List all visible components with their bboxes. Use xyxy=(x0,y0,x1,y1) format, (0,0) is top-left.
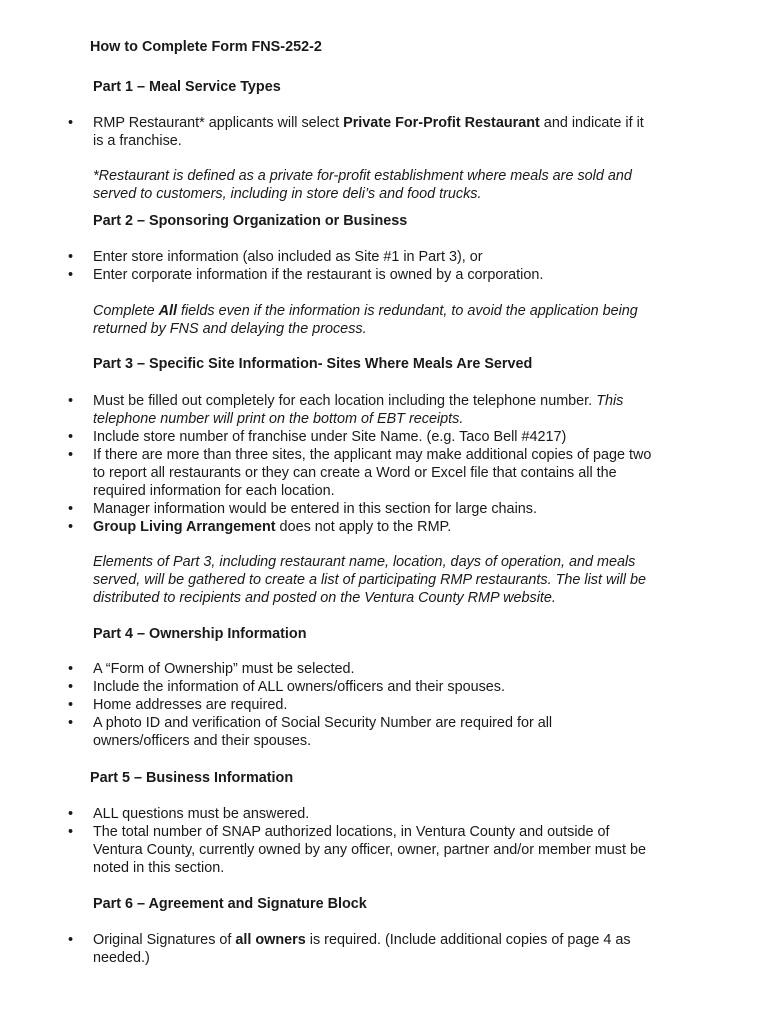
part5-heading: Part 5 – Business Information xyxy=(90,770,294,786)
part4-bullet-3: Home addresses are required. xyxy=(93,697,288,713)
part4-bullet-2: Include the information of ALL owners/officers and their spouses. xyxy=(93,679,505,695)
part3-note-line-2: served, will be gathered to create a list of participating RMP restaurants. The list will be xyxy=(93,572,646,588)
bullet-marker: • xyxy=(68,249,74,265)
part3-heading: Part 3 – Specific Site Information- Sites Where Meals Are Served xyxy=(93,356,533,372)
part3-bullet-2: Include store number of franchise under Site Name. (e.g. Taco Bell #4217) xyxy=(93,429,567,445)
bullet-marker: • xyxy=(68,519,74,535)
part1-bullet-1: RMP Restaurant* applicants will select Private For-Profit Restaurant and indicate if it xyxy=(93,115,644,131)
part6-bullet-1: Original Signatures of all owners is required. (Include additional copies of page 4 as xyxy=(93,932,631,948)
document-title: How to Complete Form FNS-252-2 xyxy=(90,39,322,55)
part3-bullet-4: Manager information would be entered in this section for large chains. xyxy=(93,501,537,517)
bullet-marker: • xyxy=(68,501,74,517)
part5-bullet-2-line-3: noted in this section. xyxy=(93,860,225,876)
part4-heading: Part 4 – Ownership Information xyxy=(93,626,307,642)
part2-bullet-2: Enter corporate information if the restaurant is owned by a corporation. xyxy=(93,267,544,283)
part3-bullet-1-cont: telephone number will print on the bottom of EBT receipts. xyxy=(93,411,464,427)
part5-bullet-2-line-1: The total number of SNAP authorized locations, in Ventura County and outside of xyxy=(93,824,610,840)
part1-note-line-2: served to customers, including in store deli’s and food trucks. xyxy=(93,186,482,202)
part1-heading: Part 1 – Meal Service Types xyxy=(93,79,281,95)
part3-bullet-3-line-1: If there are more than three sites, the applicant may make additional copies of page two xyxy=(93,447,652,463)
part6-heading: Part 6 – Agreement and Signature Block xyxy=(93,896,367,912)
part1-bullet-1-cont: is a franchise. xyxy=(93,133,182,149)
part3-bullet-3-line-2: to report all restaurants or they can create a Word or Excel file that contains all the xyxy=(93,465,617,481)
bullet-marker: • xyxy=(68,661,74,677)
bullet-marker: • xyxy=(68,824,74,840)
bullet-marker: • xyxy=(68,697,74,713)
bullet-marker: • xyxy=(68,115,74,131)
bullet-marker: • xyxy=(68,715,74,731)
bullet-marker: • xyxy=(68,429,74,445)
bullet-marker: • xyxy=(68,393,74,409)
part1-note-line-1: *Restaurant is defined as a private for-profit establishment where meals are sold and xyxy=(93,168,632,184)
part4-bullet-1: A “Form of Ownership” must be selected. xyxy=(93,661,355,677)
part2-note-line-1: Complete All fields even if the information is redundant, to avoid the application being xyxy=(93,303,638,319)
part4-bullet-4-line-2: owners/officers and their spouses. xyxy=(93,733,312,749)
part3-note-line-1: Elements of Part 3, including restaurant name, location, days of operation, and meals xyxy=(93,554,636,570)
part3-bullet-5: Group Living Arrangement does not apply to the RMP. xyxy=(93,519,452,535)
part5-bullet-1: ALL questions must be answered. xyxy=(93,806,310,822)
bullet-marker: • xyxy=(68,267,74,283)
part3-note-line-3: distributed to recipients and posted on the Ventura County RMP website. xyxy=(93,590,556,606)
bullet-marker: • xyxy=(68,679,74,695)
bullet-marker: • xyxy=(68,932,74,948)
part2-note-line-2: returned by FNS and delaying the process. xyxy=(93,321,367,337)
part6-bullet-1-cont: needed.) xyxy=(93,950,150,966)
part3-bullet-1: Must be filled out completely for each location including the telephone number. This xyxy=(93,393,624,409)
part2-bullet-1: Enter store information (also included as Site #1 in Part 3), or xyxy=(93,249,483,265)
bullet-marker: • xyxy=(68,447,74,463)
part5-bullet-2-line-2: Ventura County, currently owned by any officer, owner, partner and/or member must be xyxy=(93,842,646,858)
part2-heading: Part 2 – Sponsoring Organization or Business xyxy=(93,213,408,229)
part4-bullet-4-line-1: A photo ID and verification of Social Security Number are required for all xyxy=(93,715,553,731)
part3-bullet-3-line-3: required information for each location. xyxy=(93,483,335,499)
bullet-marker: • xyxy=(68,806,74,822)
